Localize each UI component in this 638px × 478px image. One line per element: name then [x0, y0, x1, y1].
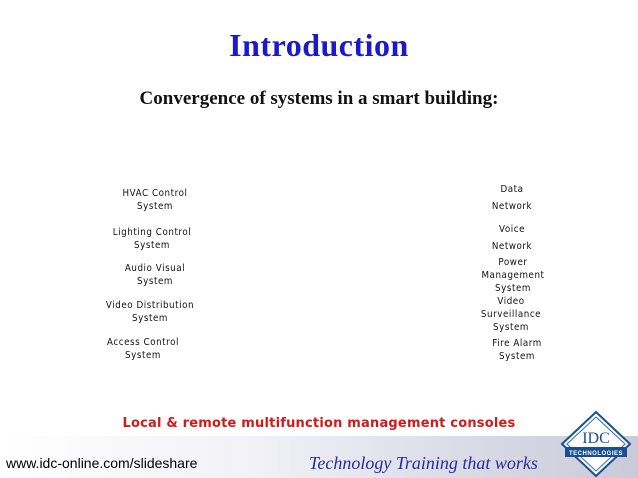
footer-url: www.idc-online.com/slideshare: [6, 455, 198, 471]
system-label-line1: Video Distribution: [105, 300, 195, 311]
system-label-line2: Network: [491, 241, 533, 252]
system-audio-visual: [104, 262, 205, 288]
idc-logo: [558, 408, 634, 478]
system-label-line2: System: [137, 201, 173, 212]
system-label-line1: Voice: [498, 224, 526, 235]
system-label-line1: HVAC Control: [122, 188, 188, 199]
system-label-line2: System: [499, 351, 535, 362]
system-hvac-control: [104, 187, 205, 213]
system-label-line1: Data: [500, 184, 524, 195]
management-consoles-label: Local & remote multifunction management consoles: [122, 416, 516, 431]
system-label-line1: Access Control: [106, 337, 180, 348]
system-lighting-control: [101, 226, 202, 252]
system-power-management: [472, 256, 555, 295]
system-label-line3: System: [493, 322, 529, 333]
system-label-line2: Surveillance: [480, 309, 542, 320]
system-label-line3: System: [495, 283, 531, 294]
footer-bar: [0, 436, 638, 478]
logo-subtext: TECHNOLOGIES: [568, 451, 624, 457]
system-label-line2: System: [132, 313, 168, 324]
system-voice-network: [475, 223, 549, 253]
system-label-line2: System: [125, 350, 161, 361]
slide-title: Introduction: [229, 27, 409, 63]
slide-subtitle: Convergence of systems in a smart building:: [139, 88, 499, 109]
system-label-line2: Network: [491, 201, 533, 212]
system-data-network: [475, 183, 549, 213]
system-label-line2: System: [134, 240, 170, 251]
system-access-control: [92, 336, 193, 362]
system-label-line1: Fire Alarm: [492, 338, 542, 349]
system-video-distribution: [91, 299, 209, 325]
system-label-line1: Lighting Control: [112, 227, 192, 238]
system-label-line1: Audio Visual: [124, 263, 186, 274]
system-label-line1: Video: [497, 296, 525, 307]
footer-tagline: Technology Training that works: [309, 453, 538, 473]
logo-text: IDC: [582, 430, 610, 447]
system-fire-alarm: [476, 337, 559, 363]
system-video-surveillance: [470, 295, 553, 334]
system-label-line2: System: [137, 276, 173, 287]
system-label-line1: Power: [498, 257, 528, 268]
system-label-line2: Management: [481, 270, 545, 281]
